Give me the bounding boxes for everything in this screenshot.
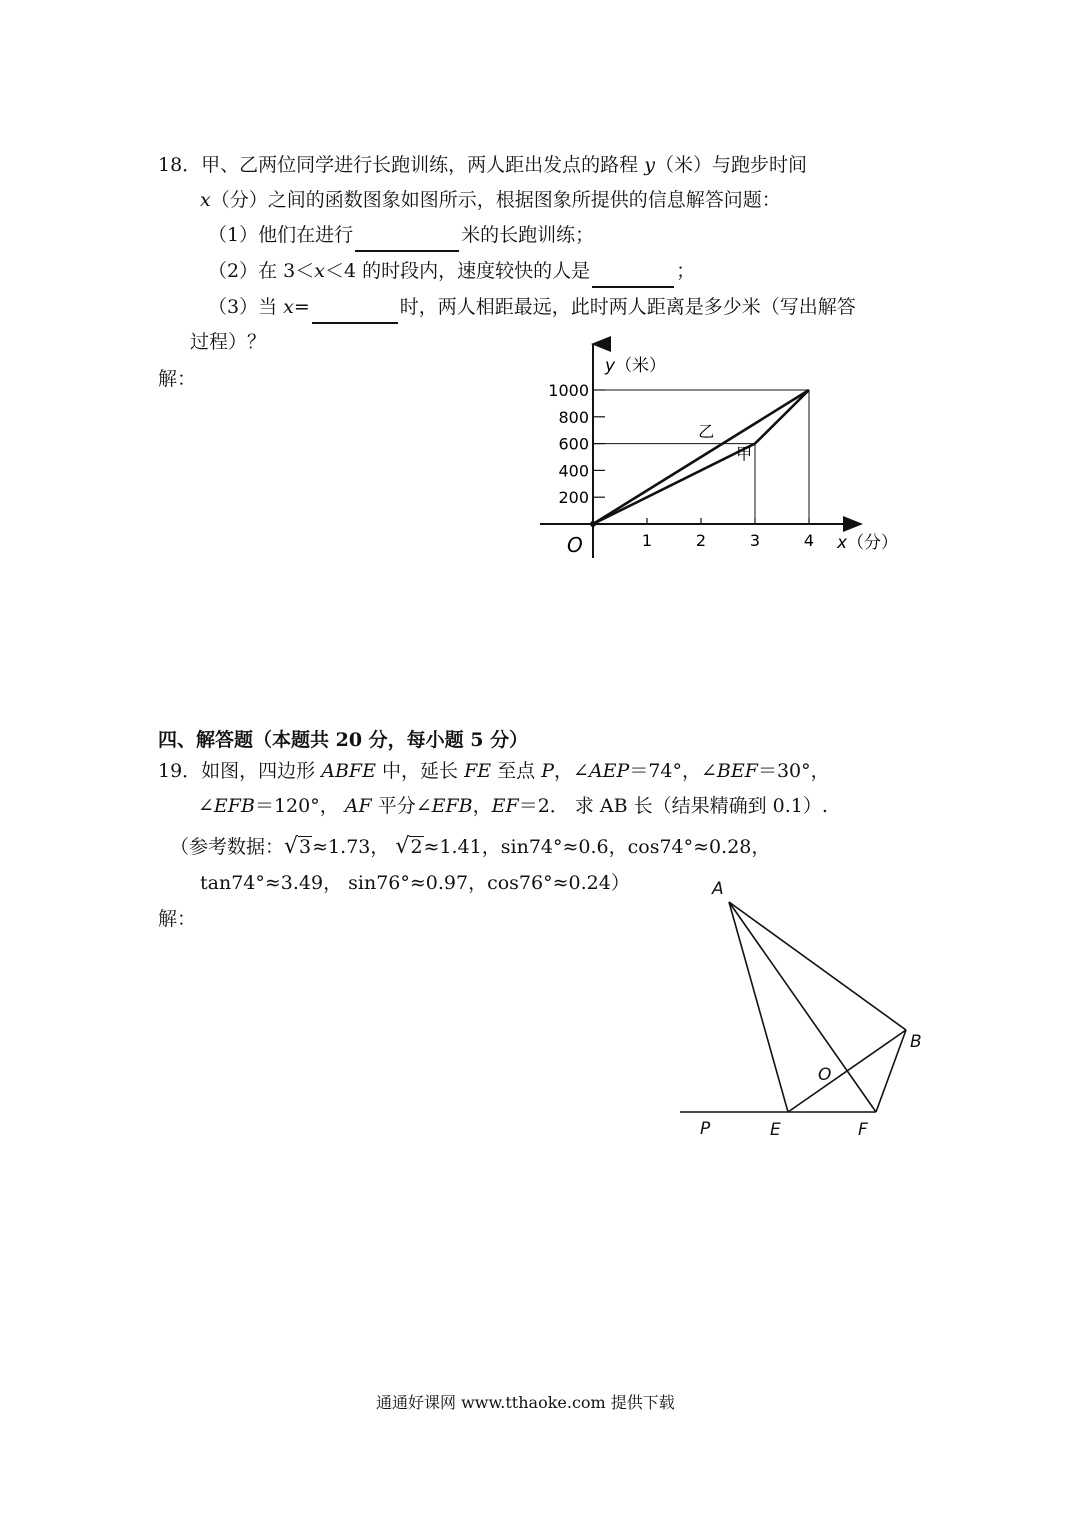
- y-tick-label-400: 400: [558, 461, 589, 481]
- q19-solve-label: 解：: [158, 908, 197, 930]
- segment-eb: [788, 1030, 906, 1112]
- segment-af: [729, 902, 876, 1112]
- y-tick-label-800: 800: [558, 407, 589, 427]
- y-tick-label-1000: 1000: [548, 381, 589, 400]
- segment-ae: [729, 902, 788, 1112]
- series-line-yi: [593, 390, 809, 524]
- distance-time-chart: [535, 338, 899, 568]
- origin-label: O: [567, 533, 583, 557]
- segment-bf: [876, 1030, 906, 1112]
- answer-blank-2[interactable]: [592, 260, 674, 288]
- origin-point: [590, 521, 596, 527]
- q18-solve-label: 解：: [158, 368, 197, 390]
- x-tick-label-3: 3: [749, 531, 761, 550]
- q18-part3-cont: 过程）？: [190, 331, 267, 353]
- q19-line1: 19．如图，四边形 ABFE 中，延长 FE 至点 P，∠AEP＝74°，∠BEF＝30°，: [158, 760, 830, 782]
- section-4-heading: 四、解答题（本题共 20 分，每小题 5 分）: [158, 729, 529, 751]
- sqrt-sign-3: √: [284, 834, 299, 859]
- x-tick-label-1: 1: [641, 531, 653, 550]
- q18-part3: （3）当 x= 时，两人相距最远，此时两人距离是多少米（写出解答: [208, 294, 856, 324]
- point-label-e: E: [770, 1120, 781, 1140]
- answer-blank-3[interactable]: [312, 296, 398, 324]
- q19-line2: ∠EFB＝120°， AF 平分∠EFB，EF＝2． 求 AB 长（结果精确到 0.1）.: [198, 795, 828, 817]
- answer-blank-1[interactable]: [355, 224, 459, 252]
- point-label-o: O: [818, 1065, 832, 1085]
- q18-part1: （1）他们在进行 米的长跑训练；: [208, 222, 594, 252]
- q19-reference-data-2: tan74°≈3.49， sin76°≈0.97，cos76°≈0.24）: [200, 872, 630, 894]
- footer-credit: 通通好课网 www.tthaoke.com 提供下载: [376, 1393, 675, 1412]
- series-label-yi: 乙: [698, 421, 715, 441]
- q18-line1: 18．甲、乙两位同学进行长跑训练，两人距出发点的路程 y（米）与跑步时间: [158, 154, 807, 176]
- series-label-jia: 甲: [736, 444, 753, 464]
- y-tick-label-600: 600: [558, 434, 589, 454]
- y-tick-label-200: 200: [558, 488, 589, 508]
- x-tick-label-4: 4: [803, 531, 815, 550]
- point-label-a: A: [712, 879, 724, 899]
- quadrilateral-figure: [670, 872, 950, 1142]
- point-label-f: F: [858, 1120, 868, 1140]
- q18-line2: x（分）之间的函数图象如图所示，根据图象所提供的信息解答问题：: [200, 189, 781, 211]
- q19-reference-data: （参考数据：√3≈1.73， √2≈1.41，sin74°≈0.6，cos74°≈0.28，: [170, 834, 771, 859]
- segment-ab: [729, 902, 906, 1030]
- y-axis-label: y（米）: [605, 356, 667, 376]
- sqrt-sign-2: √: [395, 834, 410, 859]
- point-label-b: B: [910, 1032, 922, 1052]
- x-axis-label: x（分）: [837, 533, 899, 553]
- x-tick-label-2: 2: [695, 531, 707, 550]
- q18-part2: （2）在 3＜x＜4 的时段内，速度较快的人是 ；: [208, 258, 695, 288]
- point-label-p: P: [700, 1119, 711, 1139]
